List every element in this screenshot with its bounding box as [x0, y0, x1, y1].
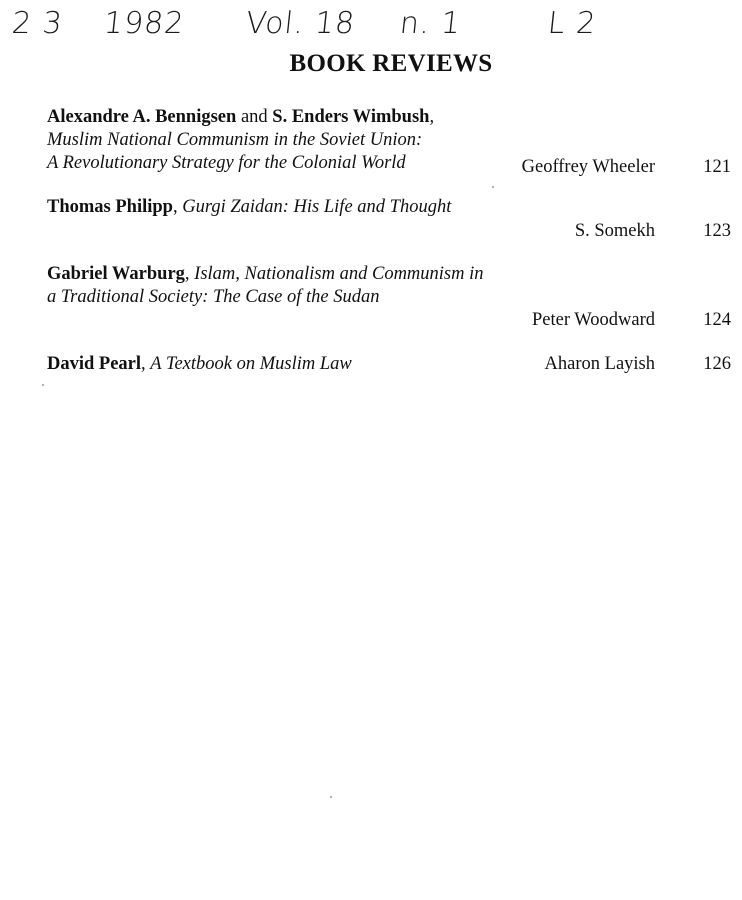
page-number: 121 — [703, 157, 731, 177]
book-author: Alexandre A. Bennigsen — [47, 107, 237, 127]
handwritten-note-part: L 2 — [546, 6, 599, 41]
scan-speck — [42, 384, 44, 386]
review-entry — [47, 196, 731, 263]
book-coauthor: S. Enders Wimbush — [272, 107, 430, 127]
review-list — [47, 106, 731, 383]
review-citation — [47, 106, 507, 175]
reviewer-name: Geoffrey Wheeler — [521, 157, 655, 177]
book-title-line: Muslim National Communism in the Soviet Union: — [47, 130, 423, 150]
reviewer-name: Aharon Layish — [544, 354, 655, 374]
review-entry — [47, 106, 731, 196]
review-citation — [47, 196, 467, 219]
scan-speck — [492, 186, 494, 188]
handwritten-note-part: 1982 — [102, 6, 187, 41]
author-conjunction: and — [236, 107, 273, 127]
book-title: A Textbook on Muslim Law — [150, 354, 352, 374]
review-entry — [47, 353, 731, 383]
book-title: Gurgi Zaidan: His Life and Thought — [182, 197, 452, 217]
review-citation — [47, 353, 517, 376]
reviewer-name: S. Somekh — [574, 221, 655, 241]
reviewer-name: Peter Woodward — [531, 310, 655, 330]
citation-separator: , — [429, 107, 435, 127]
page-number: 123 — [703, 221, 731, 241]
book-title-line: A Revolutionary Strategy for the Colonial World — [47, 153, 406, 173]
citation-separator: , — [141, 354, 146, 374]
handwritten-catalog-note — [8, 6, 728, 52]
citation-separator: , — [184, 264, 190, 284]
citation-separator: , — [172, 197, 178, 217]
handwritten-note-part: Vol. 18 — [244, 6, 357, 41]
page-number: 126 — [703, 354, 731, 374]
page-number: 124 — [703, 310, 731, 330]
book-title: Islam, Nationalism and Communism in a Traditional Society: The Case of the Sudan — [47, 264, 484, 307]
review-entry — [47, 263, 731, 353]
book-author: Thomas Philipp — [47, 197, 173, 217]
handwritten-note-part: n. 1 — [398, 6, 464, 41]
review-citation — [47, 263, 487, 309]
scan-speck — [330, 796, 332, 798]
book-author: Gabriel Warburg — [47, 264, 185, 284]
handwritten-note-part: 2 3 — [10, 6, 65, 41]
book-author: David Pearl — [47, 354, 142, 374]
section-title: BOOK REVIEWS — [289, 50, 493, 77]
